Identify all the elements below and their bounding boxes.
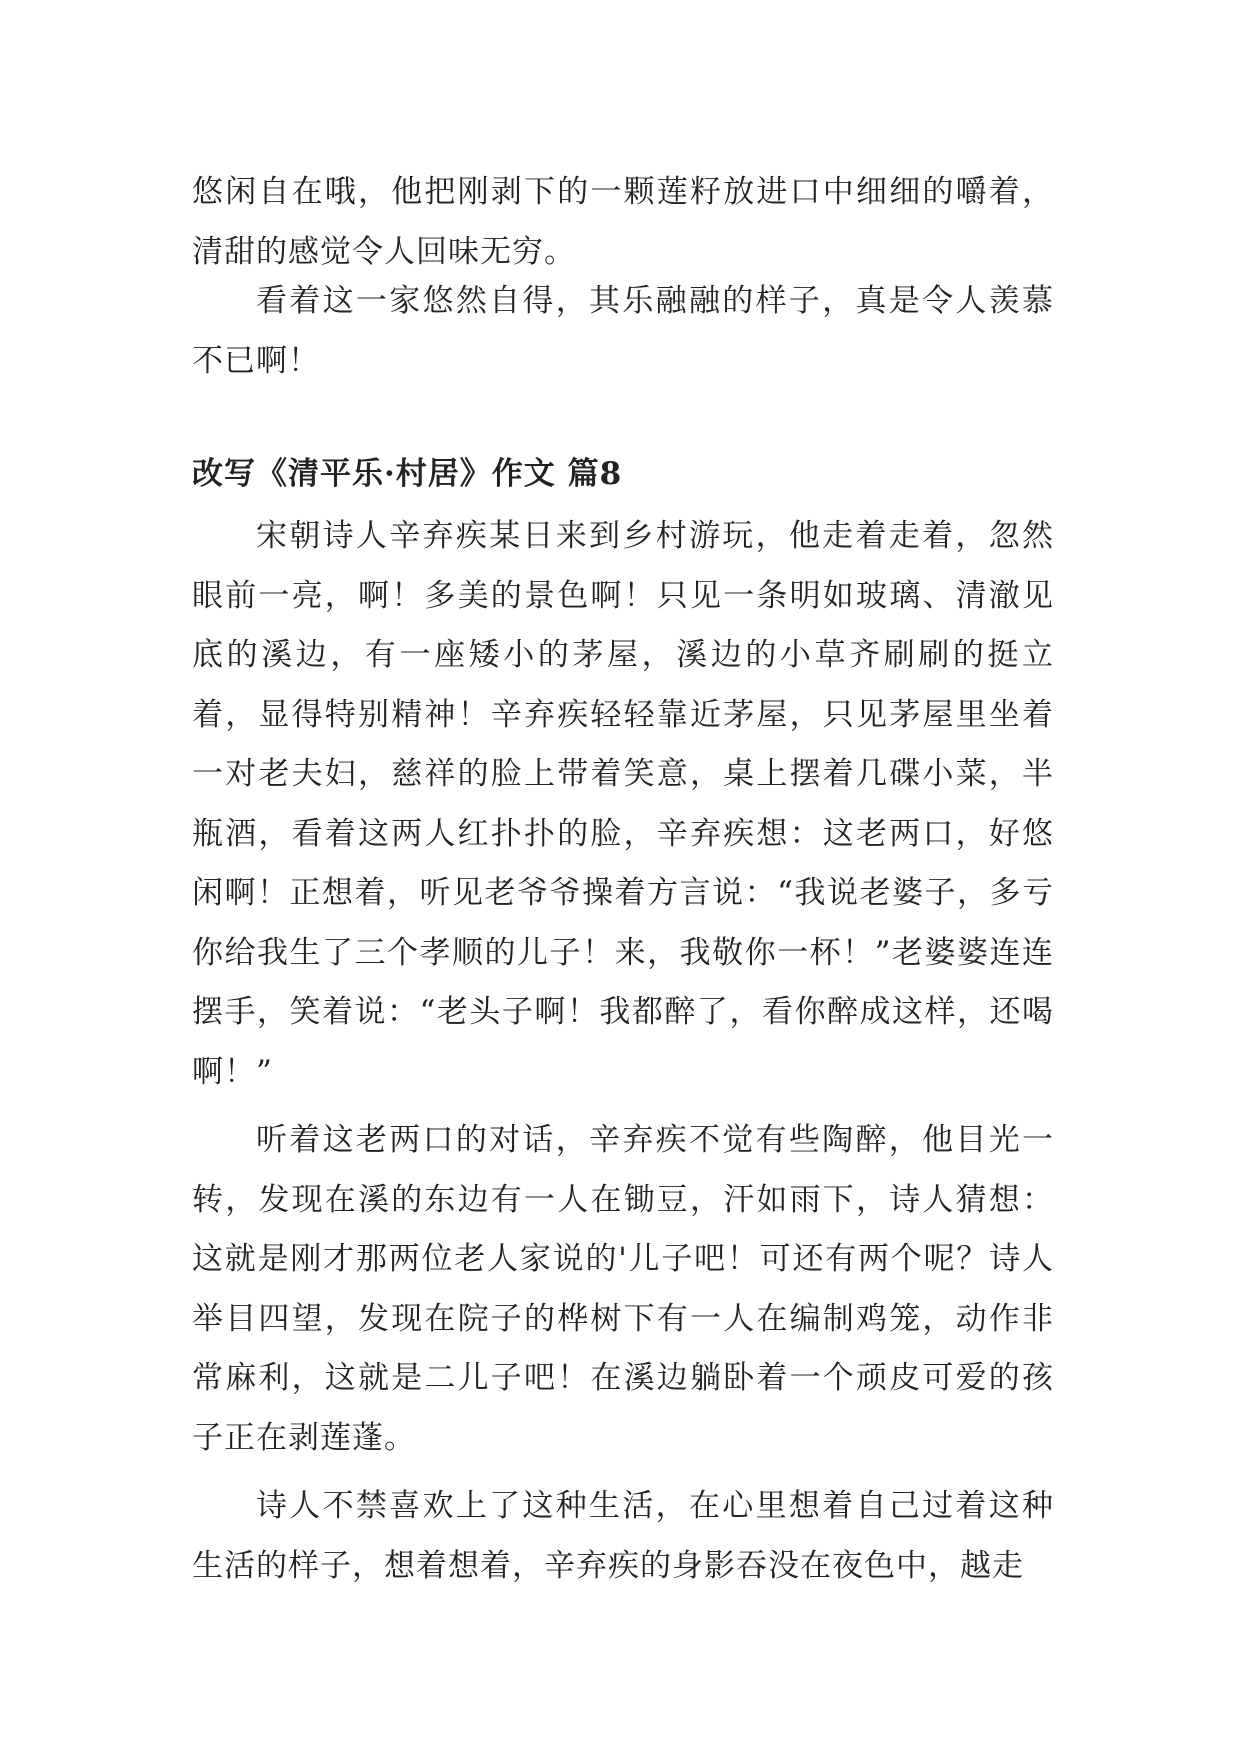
section-heading: 改写《清平乐·村居》作文 篇8 — [192, 456, 623, 492]
text-block-continued — [192, 163, 1054, 282]
closing-paragraph: 看着这一家悠然自得，其乐融融的样子，真是令人羡慕不已啊！ — [192, 283, 1054, 379]
body-paragraph: 听着这老两口的对话，辛弃疾不觉有些陶醉，他目光一转，发现在溪的东边有一人在锄豆，汗如雨下，诗人猜想：这就是刚才那两位老人家说的'儿子吧！可还有两个呢？诗人举目四望，发现在院子的桦树下有一人在编制鸡笼，动作非常麻利，这就是二儿子吧！在溪边躺卧着一个顽皮可爱的孩子正在剥莲蓬。 — [192, 1122, 1054, 1456]
body-paragraph: 宋朝诗人辛弃疾某日来到乡村游玩，他走着走着，忽然眼前一亮，啊！多美的景色啊！只见一条明如玻璃、清澈见底的溪边，有一座矮小的茅屋，溪边的小草齐刷刷的挺立着，显得特别精神！辛弃疾轻轻靠近茅屋，只见茅屋里坐着一对老夫妇，慈祥的脸上带着笑意，桌上摆着几碟小菜，半瓶酒，看着这两人红扑扑的脸，辛弃疾想：这老两口，好悠闲啊！正想着，听见老爷爷操着方言说：“我说老婆子，多亏你给我生了三个孝顺的儿子！来，我敬你一杯！”老婆婆连连摆手，笑着说：“老头子啊！我都醉了，看你醉成这样，还喝啊！” — [192, 518, 1054, 1090]
body-paragraph: 诗人不禁喜欢上了这种生活，在心里想着自己过着这种生活的样子，想着想着，辛弃疾的身影吞没在夜色中，越走 — [192, 1488, 1054, 1584]
continued-paragraph: 悠闲自在哦，他把刚剥下的一颗莲籽放进口中细细的嚼着，清甜的感觉令人回味无穷。 — [192, 174, 1054, 270]
section-body — [192, 507, 1054, 1596]
text-block-closing — [192, 272, 1054, 391]
